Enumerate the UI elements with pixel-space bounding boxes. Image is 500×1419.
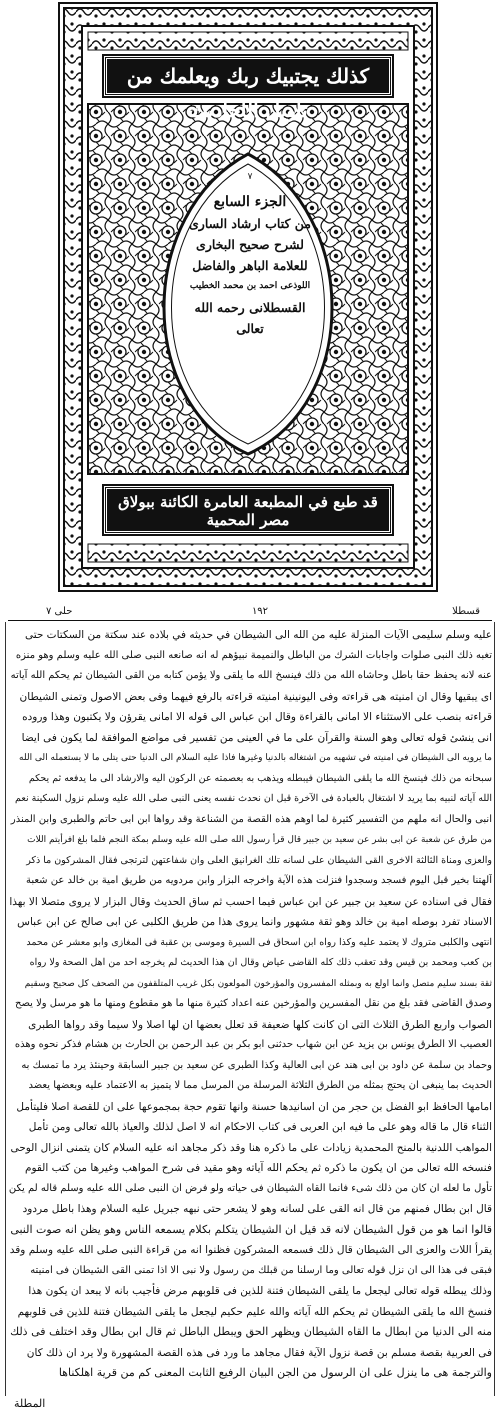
text-line: ما يرويه الى الشيطان في امنيته في تشهيه من اشتغاله بالدنيا وغيرها فاذا عليه السلام الى الدنيا حتى يتلى ما لا يستعمله الى الله — [19, 753, 492, 763]
volume-line: الجزء السابع — [213, 194, 287, 210]
text-line: قالوا انما هو من قول الشيطان لانه قد قيل ان الشيطان يتكلم بكلام يسمعه الناس وهو يظن انه صوت النبى — [10, 1222, 492, 1236]
invocation-line: تعالى — [236, 321, 264, 336]
text-block — [0, 624, 500, 1394]
text-line: بن كعب ومحمد بن قيس وقد تعقب ذلك كله القاضى عياض وقال ان هذا الحديث لم يخرجه احد من اهل الصحة ولا رواه — [29, 957, 492, 968]
page-marker: ٧ — [247, 172, 253, 182]
text-line: امامها الحافظ ابو الفضل بن حجر من ان اسانيدها حسنة وانها تقوم حجة بمجموعها على ان للقصة اصلا فليتأمل — [16, 1100, 492, 1113]
text-line: يقرأ اللات والعزى الى الشيطان قال ذلك فسمعه المشركون فظنوا انه من قراءة النبى صلى الله عليه وسلم وقد — [9, 1244, 492, 1256]
page-number: ١٩٢ — [251, 606, 269, 617]
text-line: المواهب اللدنية بالمنح المحمدية زيادات على ما ذكره هنا وقد ذكر مجاهد انه عليه السلام كان يتمنى انزال الوحى — [10, 1141, 492, 1154]
text-line: من طرق عن شعبة عن ابى بشر عن سعيد بن جبير قال قرأ رسول الله صلى الله عليه وسلم بمكة النجم فلما بلغ افرأيتم اللات — [27, 835, 492, 845]
text-line: الصواب واربع الطرق الثلاث التى ان كانت كلها ضعيفة قد تعلل بعضها ان لها اصلا ولا سيما وقد رواها الطبرى — [28, 1018, 492, 1031]
text-line: منه الى الدنيا من ابطال ما القاه الشيطان ويظهر الحق ويبطل الباطل ثم قال ابن بطال وقد اختلف فى ذلك — [10, 1325, 492, 1338]
text-line: عليه وسلم سليمى الآيات المنزلة عليه من الله الى الشيطان في حديثه في بلاده عند سكتة من السكتات حتى — [24, 629, 492, 641]
text-line: تأول ما لعله ان كان من ذلك شىء فانما القاه الشيطان فى حياته ولو فرض ان النبى صلى الله عليه وسلم قاله لم يكن — [8, 1182, 492, 1194]
book-subtitle-line: لشرح صحيح البخارى — [196, 237, 304, 252]
text-line: وحماد بن سلمة عن داود بن ابى هند عن ابى العالية وكذا الطبرى عن سعيد بن جبير السابقة وحينئذ يرد ما تمسك به — [21, 1059, 492, 1071]
author-nisba-line: القسطلانى رحمه الله — [194, 300, 306, 315]
header-right: قسطلا — [452, 606, 480, 617]
text-line: عنه لانه يحفظ حقا باطل وحاشاه الله من ذلك فينسخ الله ما يلقى ولا يؤمن كتابه من القى الشيطان ثم يحكم الله آياته — [10, 670, 492, 681]
text-line: الاسناد تفرد بوصله امية بن خالد وهو ثقة مشهور وانما يروى هذا من طريق الكلبى عن ابى صالح عن ابن عباس — [17, 916, 492, 928]
author-epithet-line: للعلامة الباهر والفاضل — [192, 258, 308, 273]
title-banner-top-text: كذلك يجتبيك ربك ويعلمك من تأويل الأحاديث — [126, 64, 370, 122]
header-rule — [8, 620, 492, 621]
text-line: سبحانه من ذلك فينسخ الله ما يلقى الشيطان فيبطله ويذهب به بعصمته عن الركون اليه والارشاد الى ما يدفعه ثم يحكم — [28, 772, 492, 784]
text-line: الله آياته لنبيه بما يريد لا اشتغال بالعبادة فى الآخرة قبل ان نحدث نفسه يعنى النبى صلى الله عليه وسلم نزول السكينة نعم — [15, 793, 492, 804]
text-line: انتهى والكلبى متروك لا يعتمد عليه وكذا رواه ابن اسحاق فى السيرة وموسى بن عقبة فى المغازى وابو معشر عن محمد — [26, 936, 492, 948]
text-line: تغبه ذلك النبى صلوات واجابات الشرك من الباطل والنميمة نبيؤهم له انه صانعه النبى صلى الله عليه وسلم وهو منزه — [15, 649, 492, 661]
text-line: العصيب الا الطرق يونس بن يزيد عن ابن شهاب حدثنى ابو بكر بن عبد الرحمن بن الحارث بن هشام فذكر نحوه وهذه — [14, 1039, 492, 1050]
header-left: حلى ٧ — [46, 606, 73, 617]
title-page — [58, 2, 438, 592]
text-line: انبى والحال انه ملهم من التفسير كثيرة لما اوهم هذه القصة من الشناعة وقد رواها ابن ابى حاتم والطبرى وابن المنذر — [10, 813, 492, 825]
text-line: اى يبقيها وقال ان امنيته هى قراءته وفى اليونينية امنيته قراءته بالرفع فيهما وفى بعض الاصول وتمنى الشيطان — [19, 690, 492, 703]
text-line: الحديث بما ينبغى ان يحتج بمثله من الطرق الثلاثة المرسلة من المرسل مما لا يتميز به الاعتماد عليه وبعضها يعضد — [28, 1080, 492, 1091]
title-banner-top — [104, 56, 392, 122]
text-line: فنسخه الله تعالى من ان يكون ما ذكره ثم يحكم الله آياته وهو مقيد فى شرح المواهب وغيرها من كتب القوم — [24, 1162, 492, 1174]
text-line: وذلك يبطله قوله تعالى ليجعل ما يلقى الشيطان فتنة للذين فى قلوبهم مرض فأجيب بانه لا يبعد ان يكون هذا — [28, 1285, 492, 1297]
text-line: قراءته بنصب على الاستثناء الا امانى بالقراءة وقال ابن عباس الى قوله الا امانى يقرؤن ولا يكتبون وهذا وروده — [22, 711, 492, 723]
text-line: الثناء قال ما قاله وهو على ما فيه ابن العربى فى كتاب الاحكام انه لا اصل لذلك والعياذ بالله تعالى ومن تأمل — [28, 1121, 492, 1133]
title-banner-bottom — [104, 486, 392, 534]
text-line: ثقة بسند سليم متصل وانما اولع به وبمثله المفسرون والمؤرخون المولعون بكل غريب المتلقفون من الصحف كل صحيح وسقيم — [24, 978, 492, 989]
text-line: والعزى ومناة الثالثة الاخرى القى الشيطان على لسانه تلك الغرانيق العلى وان شفاعتهن لترتجى فقال المشركون ما ذكر — [26, 854, 492, 866]
running-header — [10, 606, 490, 620]
text-line: والترجمة هى ما ينزل على ان الرسول من الجن البيان الرفيع الثابت المعنى كم من قرية اهلكناها — [58, 1366, 492, 1379]
text-line: قال ابن بطال فمنهم من قال انه القى على لسانه وهو لا يشعر حتى نبهه جبريل عليه السلام وهذا باطل مردود — [22, 1203, 492, 1215]
text-page — [0, 598, 500, 1419]
text-line: وصدق القاضى فقد بلغ من نقل المفسرين والمؤرخين عنه اعداد كثيرة منها ما هو مقطوع ومنها ما هو مرسل ولا يصح — [14, 998, 492, 1009]
author-name-line: اللوذعى احمد بن محمد الخطيب — [189, 281, 311, 291]
text-line: فقال فى اسناده عن سعيد بن جبير عن ابن عباس فيما احسب ثم ساق الحديث وقال البزار لا يروى متصلا الا بهذا — [9, 895, 492, 908]
text-line: فنسخ الله ما يلقى الشيطان ثم يحكم الله آياته والله عليم حكيم ليجعل ما يلقى الشيطان فتنة للذين فى قلوبهم — [17, 1305, 492, 1318]
book-title-line: من كتاب ارشاد السارى — [189, 216, 311, 231]
text-line: آلهتنا بخير قبل اليوم فسجد وسجدوا فنزلت هذه الآية واخرجه البزار وابن مردويه من طريق امية بن خالد عن شعبة — [25, 875, 492, 886]
catchword: المطلة — [14, 1397, 46, 1410]
text-line: فبقى فى هذا الى ان نزل قوله تعالى وما ارسلنا من قبلك من رسول ولا نبى الا اذا تمنى القى الشيطان فى امنيته — [30, 1264, 492, 1276]
text-line: انى ينشئ قوله تعالى وهو السنة والقرآن على ما في العينى من تفسير فى مواضع الموافقة لما يكون فى ايضا — [21, 731, 492, 744]
title-banner-bottom-text: قد طبع في المطبعة العامرة الكائنة ببولاق مصر المحمية — [118, 493, 378, 529]
text-line: فى العربية بقصة مسلم بن قصة نزول الآية فقال مجاهد ما ورد فى هذه القصة المشهورة ولا يرد ان ذلك كان — [26, 1346, 492, 1359]
title-oval-text — [188, 192, 312, 442]
